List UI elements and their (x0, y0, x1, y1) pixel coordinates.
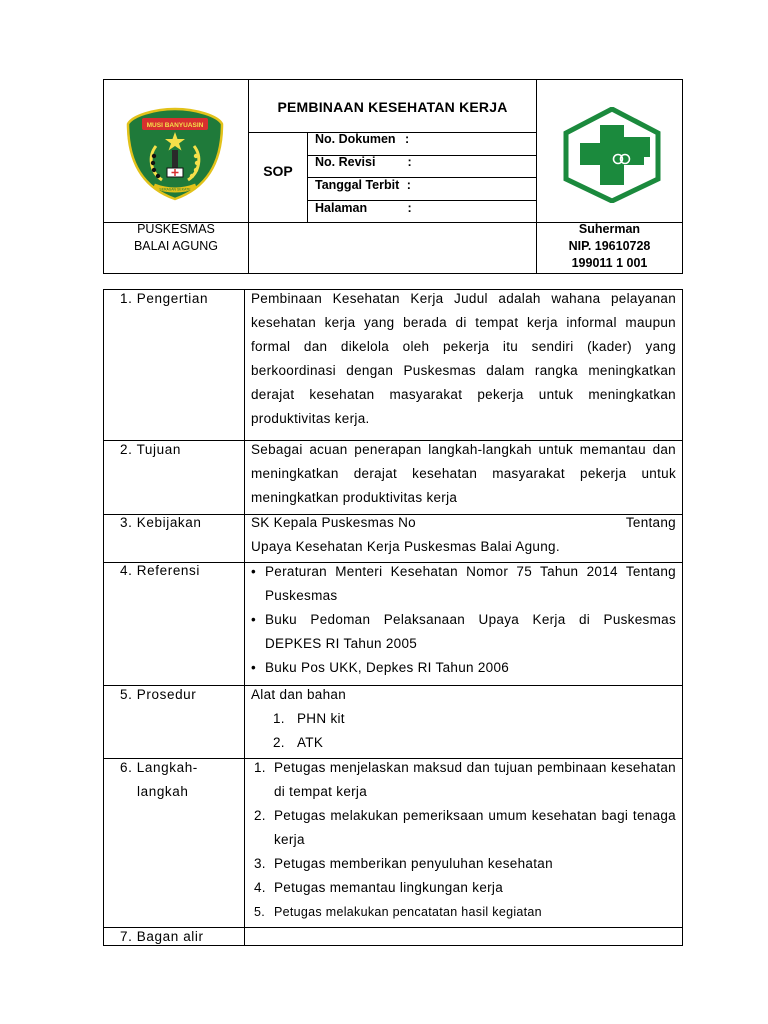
step-text: Petugas memantau lingkungan kerja (274, 880, 504, 895)
kebijakan-sk: SK Kepala Puskesmas No (251, 515, 416, 530)
field-no-dokumen (315, 132, 409, 146)
field-halaman (315, 201, 412, 215)
step-num: 5. (254, 905, 266, 919)
section-label-langkah (120, 756, 198, 804)
section-label-referensi: 4. Referensi (120, 563, 200, 578)
signer-block (537, 221, 682, 272)
step-text: Petugas menjelaskan maksud dan tujuan pembinaan kesehatan di tempat kerja (274, 760, 676, 799)
prosedur-item (251, 707, 676, 731)
signer-nip-line-1: NIP. 19610728 (568, 239, 651, 253)
section-label-kebijakan: 3. Kebijakan (120, 515, 202, 530)
signer-name: Suherman (578, 222, 641, 236)
sop-header-table (103, 79, 683, 274)
signer-nip-line-2: 199011 1 001 (571, 256, 648, 270)
kebijakan-line-2: Upaya Kesehatan Kerja Puskesmas Balai Agung. (251, 539, 560, 554)
institution-line-2: BALAI AGUNG (133, 239, 219, 253)
step-text: Petugas melakukan pemeriksaan umum kesehatan bagi tenaga kerja (274, 808, 676, 847)
section-list-referensi (251, 560, 676, 680)
list-item: • Peraturan Menteri Kesehatan Nomor 75 Tahun 2014 Tentang Puskesmas (251, 560, 676, 608)
field-sep: : (407, 201, 412, 215)
prosedur-item-text: ATK (297, 735, 324, 750)
langkah-label-line-1: 6. Langkah- (120, 760, 198, 775)
prosedur-intro: Alat dan bahan (251, 687, 347, 702)
field-label: Tanggal Terbit (315, 178, 400, 192)
section-list-langkah (254, 756, 676, 924)
kebijakan-tentang: Tentang (625, 515, 676, 530)
field-label: No. Dokumen (315, 132, 396, 146)
step-num: 3. (254, 856, 266, 871)
section-prosedur (251, 683, 676, 755)
step-text: Petugas melakukan pencatatan hasil kegiatan (274, 905, 542, 919)
langkah-label-line-2: langkah (137, 784, 189, 799)
step-num: 4. (254, 880, 266, 895)
sop-label: SOP (263, 163, 293, 179)
step-num: 1. (254, 760, 266, 775)
step-item (254, 804, 676, 852)
institution-line-1: PUSKESMAS (137, 222, 215, 236)
emblem-banner-text: MUSI BANYUASIN (146, 122, 204, 129)
section-label-prosedur: 5. Prosedur (120, 687, 197, 702)
step-num: 2. (254, 808, 266, 823)
sop-content-table (103, 289, 683, 946)
list-item: • Buku Pedoman Pelaksanaan Upaya Kerja di Puskesmas DEPKES RI Tahun 2005 (251, 608, 676, 656)
step-item (254, 876, 676, 900)
prosedur-item (251, 731, 676, 755)
section-text-kebijakan (251, 511, 676, 559)
page-title: PEMBINAAN KESEHATAN KERJA (277, 99, 508, 115)
section-text-tujuan: Sebagai acuan penerapan langkah-langkah untuk memantau dan meningkatkan derajat kesehatan masyarakat pekerja untuk meningkatkan produktivitas kerja (251, 442, 676, 505)
step-text: Petugas memberikan penyuluhan kesehatan (274, 856, 553, 871)
section-label-pengertian: 1. Pengertian (120, 291, 209, 306)
field-sep: : (405, 132, 410, 146)
puskesmas-logo (562, 107, 662, 203)
step-item (254, 852, 676, 876)
prosedur-item-num: 2. (273, 735, 285, 750)
prosedur-item-text: PHN kit (297, 711, 345, 726)
section-label-bagan-alir: 7. Bagan alir (120, 929, 204, 944)
field-no-revisi (315, 155, 412, 169)
step-item (254, 756, 676, 804)
regency-emblem-logo (124, 106, 226, 202)
field-label: Halaman (315, 201, 368, 215)
field-label: No. Revisi (315, 155, 376, 169)
field-tanggal-terbit (315, 178, 411, 192)
list-item: • Buku Pos UKK, Depkes RI Tahun 2006 (251, 656, 676, 680)
emblem-motto-text: SERASAN SEKATE (159, 187, 191, 192)
step-item (254, 900, 676, 924)
institution-name (104, 221, 248, 255)
section-text-pengertian: Pembinaan Kesehatan Kerja Judul adalah wahana pelayanan kesehatan kerja yang berada di tempat kerja informal maupun formal dan dikelola oleh pekerja itu sendiri (kader) yang berkoordinasi dengan Puskesmas dalam rangka meningkatkan derajat kesehatan masyarakat pekerja untuk meningkatkan produktivitas kerja. (251, 291, 676, 426)
field-sep: : (406, 178, 411, 192)
field-sep: : (407, 155, 412, 169)
section-label-tujuan: 2. Tujuan (120, 442, 181, 457)
prosedur-item-num: 1. (273, 711, 285, 726)
